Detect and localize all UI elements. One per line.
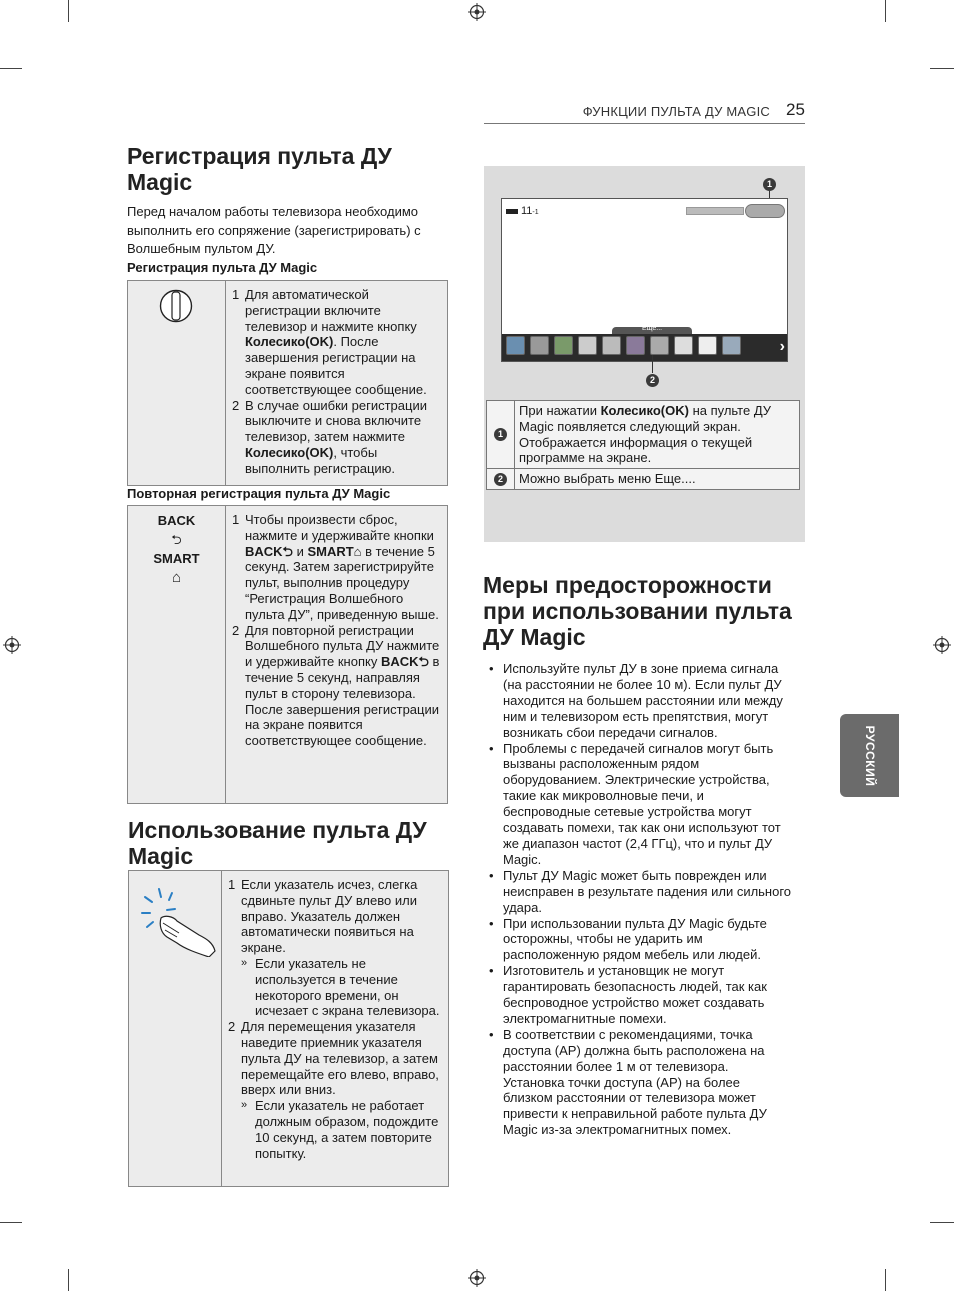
registration-step-1: 1 Для автоматической регистрации включите телевизор и нажмите кнопку Колесико(OK). После завершения регистрации на экране появится соответствующее сообщение. [232,287,427,397]
re-registration-table [127,505,448,804]
registration-mark-icon [933,636,951,654]
crop-mark [68,1269,69,1291]
usage-note-1: » Если указатель не используется в течение некоторого времени, он исчезает с экрана телевизора. [241,955,440,1019]
running-header: ФУНКЦИИ ПУЛЬТА ДУ MAGIC [582,104,770,119]
wheel-cell [128,281,226,485]
home-icon: ⌂ [171,569,182,586]
registration-subheading: Регистрация пульта ДУ Magic [127,260,318,275]
tv-icon[interactable] [506,336,525,355]
pointer-cell [129,871,222,1186]
callout-row-1: 1 При нажатии Колесико(OK) на пульте ДУ Magic появляется следующий экран. Отображается информация о текущей программе на экране. [487,401,799,469]
usage-step-1: 1 Если указатель исчез, слегка сдвиньте пульт ДУ влево или вправо. Указатель должен автоматически появиться на экране. [228,877,418,956]
crop-mark [0,68,22,69]
re-registration-subheading: Повторная регистрация пульта ДУ Magic [127,486,391,501]
channel-sub: -1 [532,209,539,216]
header-rule [484,123,805,124]
callout-badge-2: 2 [646,374,659,387]
crop-mark [885,1269,886,1291]
chevron-right-icon[interactable]: › [779,338,785,355]
back-icon: ⮌ [171,532,182,547]
globe-icon[interactable] [554,336,573,355]
wheel-button-icon [159,289,193,323]
precaution-item: • В соответствии с рекомендациями, точка доступа (AP) должна быть расположена на расстоянии более 1 м от телевизора. Установка точки доступа (AP) на более близком расстоянии от телевизора может привести к неправильной работе пульта ДУ Magic из-за электромагнитных помех. [489,1026,767,1138]
registration-step-2: 2 В случае ошибки регистрации выключите и снова включите телевизор, затем нажмите Колесико(OK), чтобы выполнить регистрацию. [232,397,427,476]
precaution-item: • Пульт ДУ Magic может быть поврежден или неисправен в результате падения или сильного удара. [489,867,792,915]
launcher-bar [502,334,787,361]
search-icon[interactable] [578,336,597,355]
crop-mark [68,0,69,22]
input-icon[interactable] [722,336,741,355]
registration-mark-icon [468,1269,486,1287]
channel-number: 11 [521,205,533,217]
page-number: 25 [786,100,805,119]
callout-row-2: 2 Можно выбрать меню Еще.... [487,469,799,489]
settings-icon[interactable] [530,336,549,355]
callout-badge-2: 2 [494,473,507,486]
precautions-list [483,661,793,1138]
precaution-item: • Изготовитель и установщик не могут гарантировать безопасность людей, так как беспроводное устройство может создавать электромагнитные помехи. [489,963,767,1026]
back-label: BACK [157,513,196,528]
registration-title: Регистрация пульта ДУ Magic [127,143,392,195]
callout-table [486,400,800,490]
hand-pointer-icon [139,885,217,957]
registration-table [127,280,448,486]
back-smart-cell [128,506,226,803]
language-tab-label: РУССКИЙ [862,725,877,786]
crop-mark [930,68,954,69]
usage-title: Использование пульта ДУ Magic [128,817,427,869]
more-label: Еще... [642,325,663,332]
callout-badge-1: 1 [494,428,507,441]
tv-screen [501,198,788,362]
registration-intro: Перед началом работы телевизора необходимо выполнить его сопряжение (зарегистрировать) с Волшебным пультом ДУ. [127,204,421,256]
precautions-title: Меры предосторожности при использовании пульта ДУ Magic [483,572,792,650]
registration-mark-icon [468,3,486,21]
usage-table [128,870,449,1187]
re-registration-step-1: 1 Чтобы произвести сброс, нажмите и удерживайте кнопки BACK⮌ и SMART⌂ в течение 5 секунд. Затем зарегистрируйте пульт, выполнив процедуру “Регистрация Волшебного пульта ДУ”, приведенную выше. [232,512,439,622]
program-info-bar [686,207,744,215]
app-icon[interactable] [626,336,645,355]
clock-icon[interactable] [650,336,669,355]
re-registration-step-2: 2 Для повторной регистрации Волшебного пульта ДУ нажмите и удерживайте кнопку BACK⮌ в течение 5 секунд, направляя пульт в сторону телевизора. После завершения регистрации на экране появится соответствующее сообщение. [232,622,440,749]
registration-mark-icon [3,636,21,654]
smart-label: SMART [153,551,200,566]
guide-icon[interactable] [602,336,621,355]
info-button[interactable] [745,204,785,218]
list-icon[interactable] [674,336,693,355]
callout-leader [652,355,653,373]
language-tab [840,714,899,797]
user-guide-icon[interactable] [698,336,717,355]
crop-mark [885,0,886,22]
crop-mark [930,1222,954,1223]
crop-mark [0,1222,22,1223]
precaution-item: • Проблемы с передачей сигналов могут быть вызваны расположенным рядом оборудованием. Электрические устройства, такие как микроволновые печи, и беспроводные сетевые устройства могут создавать помехи, так как они используют тот же диапазон частот (2,4 ГГц), что и пульт ДУ Magic. [489,740,781,867]
channel-indicator [506,205,539,217]
callout-badge-1: 1 [763,178,776,191]
precaution-item: • Используйте пульт ДУ в зоне приема сигнала (на расстоянии не более 10 м). Если пульт ДУ находится на большем расстоянии или между ним и телевизором есть препятствия, могут возникать сбои передачи сигналов. [489,661,783,740]
precaution-item: • При использовании пульта ДУ Magic будьте осторожны, чтобы не ударить им расположенную рядом мебель или людей. [489,915,767,963]
usage-step-2: 2 Для перемещения указателя наведите приемник указателя пульта ДУ на телевизор, а затем перемещайте его влево, вправо, вверх или вниз. [228,1019,439,1098]
usage-note-2: » Если указатель не работает должным образом, подождите 10 секунд, а затем повторите попытку. [241,1098,439,1161]
